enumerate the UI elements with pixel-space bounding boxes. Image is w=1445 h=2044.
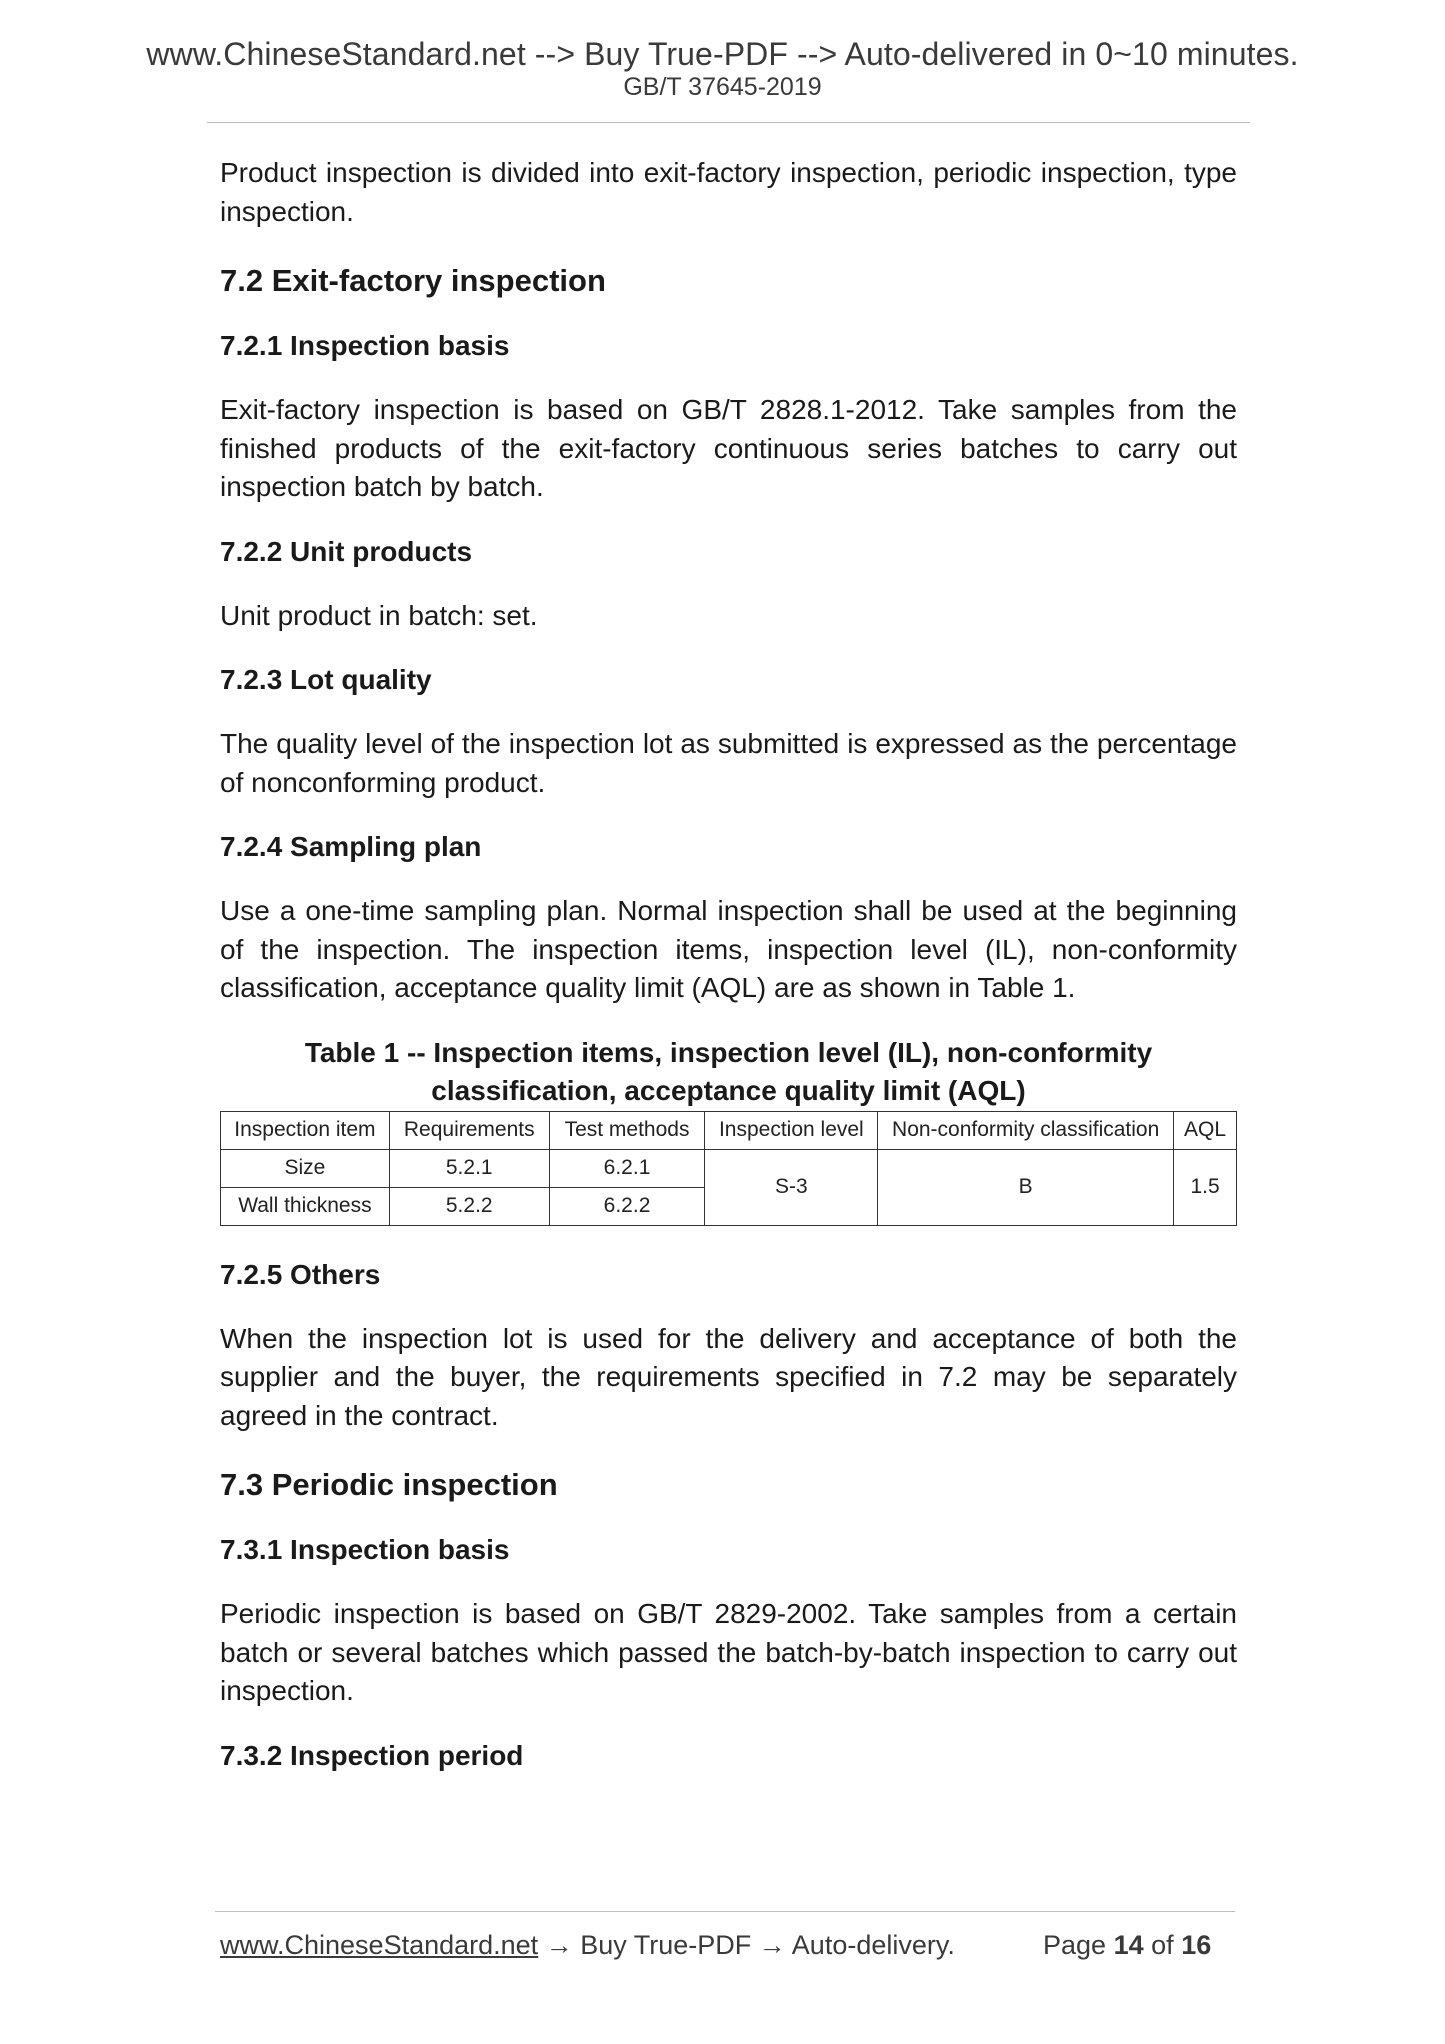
footer-divider bbox=[215, 1911, 1235, 1912]
cell-requirements: 5.2.2 bbox=[389, 1187, 549, 1225]
footer-delivery-text: Auto-delivery. bbox=[791, 1930, 955, 1960]
section-heading-7-2: 7.2 Exit-factory inspection bbox=[220, 263, 606, 298]
column-header: Inspection item bbox=[221, 1111, 390, 1149]
column-header: Test methods bbox=[549, 1111, 705, 1149]
column-header: AQL bbox=[1174, 1111, 1237, 1149]
cell-inspection-item: Wall thickness bbox=[221, 1187, 390, 1225]
subsection-heading-7-3-1: 7.3.1 Inspection basis bbox=[220, 1534, 510, 1565]
paragraph-7-2-5: When the inspection lot is used for the delivery and acceptance of both the supplier and the buyer, the requirements specified in 7.2 may be separately agreed in the contract. bbox=[220, 1322, 1237, 1431]
footer-site-link[interactable]: www.ChineseStandard.net bbox=[220, 1930, 539, 1960]
paragraph-7-2-4: Use a one-time sampling plan. Normal inspection shall be used at the beginning of the inspection. The inspection items, inspection level (IL), non-conformity classification, acceptance quality limit (AQL) are as shown in Table 1. bbox=[220, 895, 1237, 1003]
paragraph-7-3-1: Periodic inspection is based on GB/T 2829-2002. Take samples from a certain batch or several batches which passed the batch-by-batch inspection to carry out inspection. bbox=[220, 1598, 1237, 1706]
page-number bbox=[1043, 1930, 1211, 1961]
subsection-heading-7-3-2: 7.3.2 Inspection period bbox=[220, 1739, 524, 1771]
footer-buy-text: Buy True-PDF bbox=[580, 1930, 752, 1960]
subsection-heading-7-2-4: 7.2.4 Sampling plan bbox=[220, 831, 482, 862]
cell-requirements: 5.2.1 bbox=[389, 1149, 549, 1187]
cell-aql: 1.5 bbox=[1174, 1149, 1237, 1225]
table-caption-line-1: Table 1 -- Inspection items, inspection level (IL), non-conformity bbox=[304, 1036, 1153, 1068]
paragraph-7-2-3: The quality level of the inspection lot as submitted is expressed as the percentage of nonconforming product. bbox=[220, 728, 1237, 798]
cell-inspection-level: S-3 bbox=[705, 1149, 878, 1225]
page-total: 16 bbox=[1181, 1930, 1212, 1960]
column-header: Non-conformity classification bbox=[878, 1111, 1174, 1149]
subsection-heading-7-2-2: 7.2.2 Unit products bbox=[220, 535, 473, 567]
table-header-row bbox=[221, 1111, 1237, 1149]
table-row bbox=[221, 1149, 1237, 1187]
page-current: 14 bbox=[1113, 1930, 1144, 1960]
subsection-heading-7-2-5: 7.2.5 Others bbox=[220, 1258, 381, 1290]
inspection-table bbox=[220, 1111, 1237, 1226]
column-header: Requirements bbox=[389, 1111, 549, 1149]
page-label: Page bbox=[1043, 1930, 1107, 1960]
intro-paragraph: Product inspection is divided into exit-factory inspection, periodic inspection, type inspection. bbox=[220, 157, 1237, 227]
standard-code: GB/T 37645-2019 bbox=[623, 73, 822, 101]
header-divider bbox=[207, 122, 1250, 123]
site-banner: www.ChineseStandard.net --> Buy True-PDF --> Auto-delivered in 0~10 minutes. bbox=[146, 36, 1299, 72]
table-caption bbox=[220, 1034, 1237, 1111]
section-heading-7-3: 7.3 Periodic inspection bbox=[220, 1467, 558, 1502]
arrow-right-icon: → bbox=[545, 1930, 573, 1960]
cell-test-methods: 6.2.1 bbox=[549, 1149, 705, 1187]
paragraph-7-2-1: Exit-factory inspection is based on GB/T 2828.1-2012. Take samples from the finished products of the exit-factory continuous series batches to carry out inspection batch by batch. bbox=[220, 394, 1237, 502]
document-body bbox=[220, 154, 1237, 1775]
arrow-right-icon: → bbox=[758, 1930, 786, 1960]
subsection-heading-7-2-1: 7.2.1 Inspection basis bbox=[220, 330, 510, 361]
cell-inspection-item: Size bbox=[221, 1149, 390, 1187]
column-header: Inspection level bbox=[705, 1111, 878, 1149]
subsection-heading-7-2-3: 7.2.3 Lot quality bbox=[220, 664, 432, 695]
table-caption-line-2: classification, acceptance quality limit (AQL) bbox=[431, 1075, 1026, 1106]
footer-links bbox=[220, 1930, 955, 1961]
cell-test-methods: 6.2.2 bbox=[549, 1187, 705, 1225]
cell-classification: B bbox=[878, 1149, 1174, 1225]
of-label: of bbox=[1151, 1930, 1174, 1960]
paragraph-7-2-2: Unit product in batch: set. bbox=[220, 599, 538, 631]
